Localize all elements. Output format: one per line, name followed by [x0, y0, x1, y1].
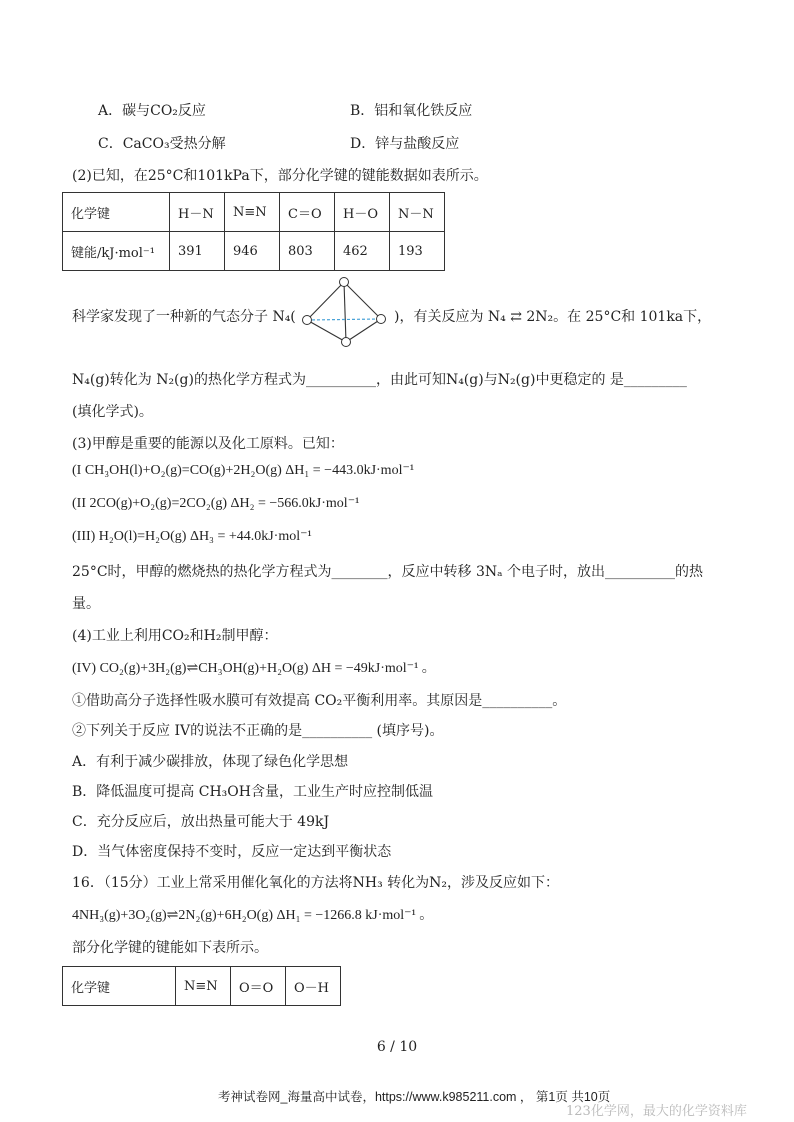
q3-question: 25°C时，甲醇的燃烧热的热化学方程式为________，反应中转移 3Nₐ 个电子时，放出__________的热 — [72, 564, 703, 580]
option-d: D．锌与盐酸反应 — [350, 136, 460, 152]
equation-1: (I CH₃OH(l)+O₂(g)=CO(g)+2H₂O(g) ΔH₁ = −443.0kJ·mol⁻¹ — [72, 463, 415, 478]
n4-question-cont: (填化学式)。 — [72, 404, 153, 420]
bond-energy-table — [62, 192, 445, 271]
q16-intro: 16．（15分）工业上常采用催化氧化的方法将NH₃ 转化为N₂，涉及反应如下： — [72, 875, 560, 891]
q3-question-cont: 量。 — [72, 596, 100, 612]
q16-note: 部分化学键的键能如下表所示。 — [72, 940, 268, 956]
equation-2: (II 2CO(g)+O₂(g)=2CO₂(g) ΔH₂ = −566.0kJ·mol⁻¹ — [72, 496, 360, 511]
q2-intro: (2)已知，在25°C和101kPa下，部分化学键的键能数据如表所示。 — [72, 168, 488, 184]
q4-intro: (4)工业上利用CO₂和H₂制甲醇： — [72, 628, 278, 644]
watermark: 123化学网，最大的化学资料库 — [566, 1104, 747, 1119]
q4-sub-2: ②下列关于反应 IV的说法不正确的是__________ (填序号)。 — [72, 723, 444, 739]
table-header-cell: O＝O — [231, 967, 286, 1006]
q3-intro: (3)甲醇是重要的能源以及化工原料。已知： — [72, 436, 344, 452]
table-header-cell: N≡N — [176, 967, 231, 1006]
table-header-cell: 化学键 — [63, 193, 170, 232]
option-c: C．CaCO₃受热分解 — [98, 136, 226, 152]
table-header-cell: 化学键 — [63, 967, 176, 1006]
table-header-cell: N≡N — [225, 193, 280, 232]
equation-4: (IV) CO₂(g)+3H₂(g)⇌CH₃OH(g)+H₂O(g) ΔH = −49kJ·mol⁻¹ 。 — [72, 661, 436, 676]
table-header-cell: H－N — [170, 193, 225, 232]
q4-option-a: A．有利于减少碳排放，体现了绿色化学思想 — [72, 754, 349, 770]
option-a: A．碳与CO₂反应 — [98, 103, 206, 119]
table-cell: 946 — [225, 232, 280, 271]
q4-option-c: C．充分反应后，放出热量可能大于 49kJ — [72, 814, 330, 830]
n4-question: N₄(g)转化为 N₂(g)的热化学方程式为__________，由此可知N₄(g)与N₂(g)中更稳定的 是_________ — [72, 372, 687, 388]
table-header-cell: H－O — [335, 193, 390, 232]
q4-sub-1: ①借助高分子选择性吸水膜可有效提高 CO₂平衡利用率。其原因是__________。 — [72, 693, 567, 709]
table-header-cell: O－H — [286, 967, 341, 1006]
n4-line-end: )，有关反应为 N₄ ⇄ 2N₂。在 25°C和 101ka下， — [394, 309, 712, 325]
n4-line-start: 科学家发现了一种新的气态分子 N₄( — [72, 309, 296, 325]
q4-option-b: B．降低温度可提高 CH₃OH含量，工业生产时应控制低温 — [72, 784, 433, 800]
table-header-cell: C＝O — [280, 193, 335, 232]
q16-equation: 4NH₃(g)+3O₂(g)⇌2N₂(g)+6H₂O(g) ΔH₁ = −1266.8 kJ·mol⁻¹ 。 — [72, 908, 434, 923]
table-header-cell: N－N — [390, 193, 445, 232]
page-number: 6 / 10 — [376, 1039, 418, 1055]
n4-molecule-diagram — [296, 270, 396, 352]
table-cell: 391 — [170, 232, 225, 271]
table-cell: 462 — [335, 232, 390, 271]
option-b: B．铝和氧化铁反应 — [350, 103, 473, 119]
q4-option-d: D．当气体密度保持不变时，反应一定达到平衡状态 — [72, 844, 392, 860]
equation-3: (III) H₂O(l)=H₂O(g) ΔH₃ = +44.0kJ·mol⁻¹ — [72, 529, 312, 544]
footer-source: 考神试卷网_海量高中试卷，https://www.k985211.com ， 第1页 共10页 — [218, 1090, 611, 1104]
table-row-label: 键能/kJ·mol⁻¹ — [63, 232, 170, 271]
table-cell: 803 — [280, 232, 335, 271]
table-cell: 193 — [390, 232, 445, 271]
bond-energy-table-2 — [62, 966, 341, 1006]
